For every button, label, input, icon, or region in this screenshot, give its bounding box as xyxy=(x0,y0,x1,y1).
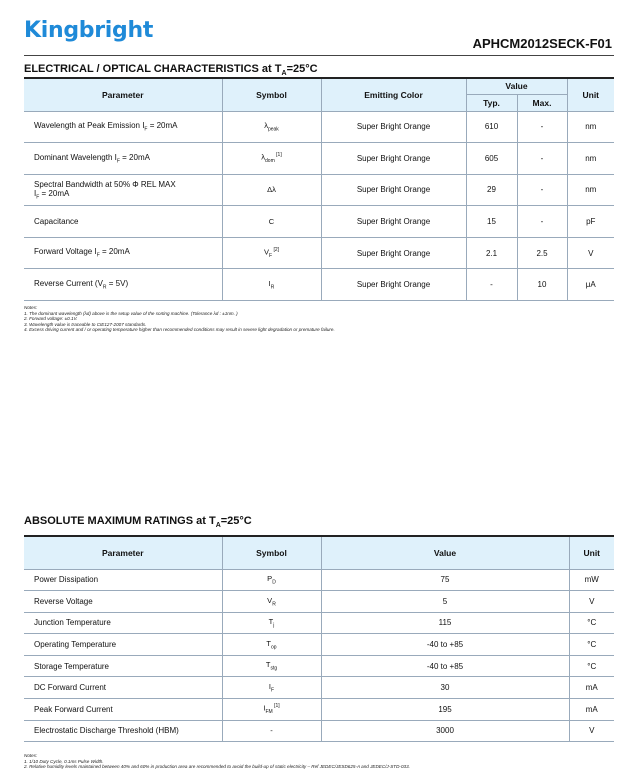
symbol-cell: $T_j$ xyxy=(222,612,321,634)
unit-cell: mA xyxy=(569,699,614,721)
parameter-cell: Reverse Voltage xyxy=(24,591,222,613)
typ-cell: 2.1 xyxy=(466,237,517,269)
absolute-notes xyxy=(24,753,614,770)
max-cell: - xyxy=(517,174,567,206)
note-line: Notes: xyxy=(24,753,38,758)
table-row xyxy=(24,237,614,269)
col-header-value: Value xyxy=(321,536,569,569)
col-header-emitting-color: Emitting Color xyxy=(321,78,466,111)
parameter-cell: Spectral Bandwidth at 50% Φ REL MAX $I_F = 20mA$ xyxy=(24,174,222,206)
parameter-cell: Capacitance xyxy=(24,206,222,238)
value-cell: 195 xyxy=(321,699,569,721)
unit-cell: V xyxy=(567,237,614,269)
symbol-cell: $T_{op}$ xyxy=(222,634,321,656)
unit-cell: V xyxy=(569,720,614,742)
symbol-cell: Δλ xyxy=(222,174,321,206)
note-line: Notes: xyxy=(24,305,38,310)
typ-cell: 605 xyxy=(466,143,517,175)
value-cell: 5 xyxy=(321,591,569,613)
part-number: APHCM2012SECK-F01 xyxy=(472,36,612,51)
unit-cell: mA xyxy=(569,677,614,699)
symbol-cell: $V_F$ [2] xyxy=(222,237,321,269)
symbol-cell: $\lambda_{dom}$ [1] xyxy=(222,143,321,175)
col-header-parameter: Parameter xyxy=(24,536,222,569)
unit-cell: °C xyxy=(569,655,614,677)
value-cell: 75 xyxy=(321,569,569,591)
table-row xyxy=(24,655,614,677)
note-line: 4. Excess driving current and / or operating temperature higher than recommended conditions may result in severe light degradation or premature failure. xyxy=(24,327,335,333)
symbol-cell: $I_R$ xyxy=(222,269,321,301)
unit-cell: °C xyxy=(569,634,614,656)
col-header-symbol: Symbol xyxy=(222,536,321,569)
table-row xyxy=(24,174,614,206)
table-row xyxy=(24,634,614,656)
col-header-symbol: Symbol xyxy=(222,78,321,111)
absolute-ratings-table xyxy=(24,535,614,742)
emitting-color-cell: Super Bright Orange xyxy=(321,237,466,269)
parameter-cell: Peak Forward Current xyxy=(24,699,222,721)
note-line: 1. The dominant wavelength (λd) above is the setup value of the sorting machine. (Tolerance λd : ±1nm. ) xyxy=(24,310,238,316)
table-row xyxy=(24,677,614,699)
unit-cell: nm xyxy=(567,111,614,143)
col-header-max: Max. xyxy=(517,94,567,111)
parameter-cell: Dominant Wavelength $I_F = 20mA$ xyxy=(24,143,222,175)
table-row xyxy=(24,699,614,721)
emitting-color-cell: Super Bright Orange xyxy=(321,111,466,143)
symbol-cell: $P_D$ xyxy=(222,569,321,591)
symbol-cell: $I_{FM}$ [1] xyxy=(222,699,321,721)
parameter-cell: Power Dissipation xyxy=(24,569,222,591)
symbol-cell: - xyxy=(222,720,321,742)
table-row xyxy=(24,569,614,591)
parameter-cell: Storage Temperature xyxy=(24,655,222,677)
note-line: 3. Wavelength value is traceable to CIE127-2007 standards. xyxy=(24,321,147,327)
table-row xyxy=(24,269,614,301)
unit-cell: mW xyxy=(569,569,614,591)
unit-cell: °C xyxy=(569,612,614,634)
value-cell: 3000 xyxy=(321,720,569,742)
table-row xyxy=(24,111,614,143)
parameter-cell: Reverse Current $(V_R = 5V)$ xyxy=(24,269,222,301)
symbol-cell: $V_R$ xyxy=(222,591,321,613)
symbol-cell: $T_{stg}$ xyxy=(222,655,321,677)
table-row xyxy=(24,612,614,634)
unit-cell: pF xyxy=(567,206,614,238)
note-line: 2. Relative humidity levels maintained between 40% and 60% in production area are recommended to avoid the build-up of static electricity – Ref JEDEC/JESD625-A and JEDEC/J-STD-033. xyxy=(24,764,410,770)
typ-cell: - xyxy=(466,269,517,301)
typ-cell: 15 xyxy=(466,206,517,238)
unit-cell: V xyxy=(569,591,614,613)
value-cell: -40 to +85 xyxy=(321,655,569,677)
emitting-color-cell: Super Bright Orange xyxy=(321,174,466,206)
emitting-color-cell: Super Bright Orange xyxy=(321,206,466,238)
electrical-characteristics-table xyxy=(24,77,614,301)
max-cell: - xyxy=(517,143,567,175)
symbol-cell: $\lambda_{peak}$ xyxy=(222,111,321,143)
unit-cell: nm xyxy=(567,174,614,206)
value-cell: -40 to +85 xyxy=(321,634,569,656)
parameter-cell: DC Forward Current xyxy=(24,677,222,699)
note-line: 1. 1/10 Duty Cycle, 0.1ms Pulse Width. xyxy=(24,758,104,764)
max-cell: 10 xyxy=(517,269,567,301)
electrical-section-title: ELECTRICAL / OPTICAL CHARACTERISTICS at $T_A=25^\circ C$ xyxy=(24,63,318,78)
col-header-unit: Unit xyxy=(567,78,614,111)
table-row xyxy=(24,591,614,613)
col-header-unit: Unit xyxy=(569,536,614,569)
typ-cell: 610 xyxy=(466,111,517,143)
parameter-cell: Operating Temperature xyxy=(24,634,222,656)
parameter-cell: Electrostatic Discharge Threshold (HBM) xyxy=(24,720,222,742)
parameter-cell: Wavelength at Peak Emission $I_F = 20mA$ xyxy=(24,111,222,143)
emitting-color-cell: Super Bright Orange xyxy=(321,269,466,301)
symbol-cell: $I_F$ xyxy=(222,677,321,699)
table-row xyxy=(24,720,614,742)
col-header-value: Value xyxy=(466,78,567,94)
value-cell: 115 xyxy=(321,612,569,634)
header-divider xyxy=(24,55,614,56)
table-row xyxy=(24,206,614,238)
typ-cell: 29 xyxy=(466,174,517,206)
max-cell: - xyxy=(517,206,567,238)
unit-cell: μA xyxy=(567,269,614,301)
max-cell: 2.5 xyxy=(517,237,567,269)
unit-cell: nm xyxy=(567,143,614,175)
table-row xyxy=(24,143,614,175)
absolute-section-title: ABSOLUTE MAXIMUM RATINGS at $T_A=25^\circ C$ xyxy=(24,515,252,530)
col-header-parameter: Parameter xyxy=(24,78,222,111)
value-cell: 30 xyxy=(321,677,569,699)
symbol-cell: C xyxy=(222,206,321,238)
max-cell: - xyxy=(517,111,567,143)
col-header-typ: Typ. xyxy=(466,94,517,111)
electrical-notes xyxy=(24,305,614,333)
emitting-color-cell: Super Bright Orange xyxy=(321,143,466,175)
parameter-cell: Forward Voltage $I_F = 20mA$ xyxy=(24,237,222,269)
brand-logo: Kingbright xyxy=(24,18,154,43)
note-line: 2. Forward voltage: ±0.1V. xyxy=(24,316,78,322)
parameter-cell: Junction Temperature xyxy=(24,612,222,634)
